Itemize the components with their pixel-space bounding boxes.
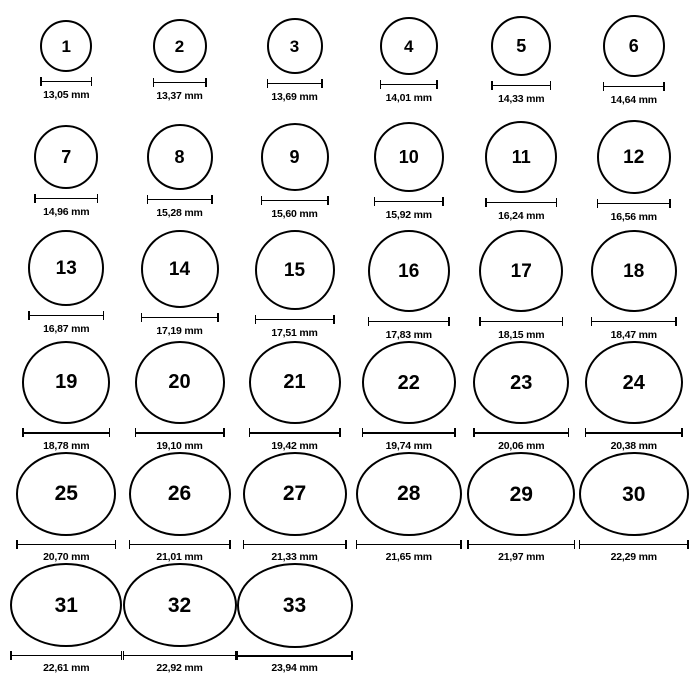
ring-circle bbox=[362, 341, 456, 424]
ring-cell[interactable] bbox=[237, 230, 353, 341]
measure-bar bbox=[356, 544, 462, 546]
ring-circle bbox=[243, 452, 347, 536]
ring-diameter-label: 13,37 mm bbox=[156, 90, 203, 102]
ring-circle bbox=[129, 452, 231, 536]
measure-rule bbox=[237, 653, 353, 659]
ring-diameter-label: 18,78 mm bbox=[43, 440, 90, 452]
measure-bar bbox=[374, 201, 444, 203]
ring-grid bbox=[10, 8, 690, 674]
measure-rule bbox=[356, 541, 462, 548]
measure-bar bbox=[380, 84, 438, 86]
measure-bar bbox=[147, 199, 213, 201]
ring-diameter-label: 14,33 mm bbox=[498, 93, 545, 105]
ring-diameter-label: 17,51 mm bbox=[271, 327, 318, 339]
ring-cell[interactable] bbox=[123, 452, 237, 563]
ring-diameter-label: 21,65 mm bbox=[385, 551, 432, 563]
ring-circle bbox=[28, 230, 104, 306]
measure-rule bbox=[255, 315, 335, 324]
ring-size-number: 24 bbox=[622, 371, 645, 394]
ring-circle bbox=[467, 452, 575, 536]
ring-size-number: 23 bbox=[510, 371, 533, 394]
measure-bar bbox=[40, 81, 92, 83]
ring-cell[interactable] bbox=[123, 341, 237, 452]
ring-circle bbox=[579, 452, 689, 536]
measure-rule bbox=[129, 541, 231, 548]
measure-rule bbox=[491, 81, 551, 90]
ring-cell[interactable] bbox=[353, 119, 466, 230]
ring-diameter-label: 21,01 mm bbox=[156, 551, 203, 563]
ring-size-number: 28 bbox=[397, 482, 421, 506]
ring-size-number: 11 bbox=[511, 147, 531, 167]
measure-bar bbox=[10, 655, 122, 657]
measure-bar bbox=[603, 86, 665, 88]
measure-bar bbox=[362, 432, 456, 434]
ring-size-number: 15 bbox=[283, 259, 306, 281]
ring-diameter-label: 16,56 mm bbox=[610, 211, 657, 223]
measure-rule bbox=[362, 429, 456, 437]
ring-cell[interactable] bbox=[578, 452, 691, 563]
ring-size-number: 25 bbox=[54, 482, 78, 506]
ring-cell[interactable] bbox=[465, 119, 578, 230]
measure-rule bbox=[485, 198, 557, 207]
ring-size-number: 18 bbox=[623, 260, 645, 282]
measure-rule bbox=[249, 429, 341, 437]
ring-size-number: 19 bbox=[55, 371, 78, 394]
ring-size-number: 6 bbox=[628, 36, 639, 56]
ring-circle bbox=[473, 341, 569, 424]
measure-bar bbox=[491, 85, 551, 87]
ring-diameter-label: 15,92 mm bbox=[385, 209, 432, 221]
ring-circle bbox=[22, 341, 110, 424]
ring-diameter-label: 16,24 mm bbox=[498, 210, 545, 222]
ring-cell[interactable] bbox=[10, 119, 123, 230]
ring-cell[interactable] bbox=[10, 563, 123, 674]
ring-cell[interactable] bbox=[123, 230, 237, 341]
measure-rule bbox=[16, 541, 116, 548]
ring-circle bbox=[597, 120, 671, 194]
ring-cell[interactable] bbox=[578, 8, 691, 119]
ring-circle bbox=[374, 122, 444, 192]
measure-bar bbox=[28, 315, 104, 317]
ring-size-number: 10 bbox=[398, 147, 419, 167]
measure-bar bbox=[129, 544, 231, 546]
ring-diameter-label: 21,33 mm bbox=[271, 551, 318, 563]
ring-circle bbox=[10, 563, 122, 647]
measure-bar bbox=[591, 321, 677, 323]
ring-circle bbox=[491, 16, 551, 76]
ring-diameter-label: 23,94 mm bbox=[271, 662, 318, 674]
ring-diameter-label: 18,15 mm bbox=[498, 329, 545, 341]
ring-size-number: 20 bbox=[168, 371, 191, 394]
ring-size-number: 9 bbox=[289, 147, 300, 167]
ring-diameter-label: 14,64 mm bbox=[610, 94, 657, 106]
ring-diameter-label: 22,92 mm bbox=[156, 662, 203, 674]
measure-bar bbox=[485, 202, 557, 204]
ring-cell[interactable] bbox=[123, 563, 237, 674]
ring-diameter-label: 22,61 mm bbox=[43, 662, 90, 674]
measure-rule bbox=[147, 195, 213, 204]
measure-bar bbox=[585, 432, 683, 434]
ring-circle bbox=[479, 230, 563, 312]
ring-circle bbox=[153, 19, 207, 73]
ring-size-number: 13 bbox=[55, 257, 77, 279]
ring-diameter-label: 13,05 mm bbox=[43, 89, 90, 101]
ring-diameter-label: 20,38 mm bbox=[610, 440, 657, 452]
ring-circle bbox=[16, 452, 116, 536]
measure-rule bbox=[10, 652, 122, 659]
ring-circle bbox=[135, 341, 225, 424]
ring-cell[interactable] bbox=[578, 341, 691, 452]
ring-size-number: 3 bbox=[289, 36, 300, 56]
ring-cell[interactable] bbox=[10, 8, 123, 119]
ring-cell[interactable] bbox=[465, 230, 578, 341]
ring-size-number: 21 bbox=[283, 371, 306, 394]
ring-cell[interactable] bbox=[10, 452, 123, 563]
ring-diameter-label: 13,69 mm bbox=[271, 91, 318, 103]
measure-bar bbox=[237, 655, 353, 657]
ring-circle bbox=[267, 18, 323, 74]
ring-cell[interactable] bbox=[353, 341, 466, 452]
ring-circle bbox=[141, 230, 219, 308]
ring-cell[interactable] bbox=[578, 230, 691, 341]
ring-cell[interactable] bbox=[237, 563, 353, 674]
measure-bar bbox=[267, 83, 323, 85]
ring-size-number: 26 bbox=[167, 482, 192, 506]
ring-circle bbox=[261, 123, 329, 191]
ring-cell[interactable] bbox=[237, 8, 353, 119]
ring-diameter-label: 15,60 mm bbox=[271, 208, 318, 220]
measure-rule bbox=[380, 80, 438, 89]
ring-size-number: 8 bbox=[174, 147, 185, 167]
measure-rule bbox=[374, 197, 444, 206]
ring-circle bbox=[123, 563, 237, 647]
ring-size-number: 5 bbox=[516, 36, 527, 56]
measure-bar bbox=[467, 544, 575, 546]
measure-bar bbox=[123, 655, 237, 657]
ring-size-number: 4 bbox=[404, 36, 414, 56]
measure-rule bbox=[467, 541, 575, 548]
measure-bar bbox=[243, 544, 347, 546]
ring-circle bbox=[368, 230, 450, 312]
ring-cell[interactable] bbox=[10, 230, 123, 341]
ring-diameter-label: 19,10 mm bbox=[156, 440, 203, 452]
ring-circle bbox=[603, 15, 665, 77]
ring-cell[interactable] bbox=[237, 452, 353, 563]
ring-size-number: 7 bbox=[61, 147, 72, 167]
measure-bar bbox=[141, 317, 219, 319]
measure-rule bbox=[123, 652, 237, 659]
ring-diameter-label: 16,87 mm bbox=[43, 323, 90, 335]
ring-cell[interactable] bbox=[465, 8, 578, 119]
measure-bar bbox=[597, 203, 671, 205]
measure-bar bbox=[368, 321, 450, 323]
measure-rule bbox=[473, 429, 569, 437]
measure-bar bbox=[34, 198, 98, 200]
ring-circle bbox=[485, 121, 557, 193]
ring-cell[interactable] bbox=[465, 452, 578, 563]
measure-rule bbox=[141, 313, 219, 322]
ring-cell[interactable] bbox=[237, 341, 353, 452]
ring-circle bbox=[249, 341, 341, 424]
ring-size-number: 31 bbox=[54, 593, 78, 617]
measure-rule bbox=[243, 541, 347, 548]
ring-size-number: 33 bbox=[282, 593, 307, 617]
ring-circle bbox=[356, 452, 462, 536]
ring-circle bbox=[147, 124, 213, 190]
ring-cell[interactable] bbox=[123, 8, 237, 119]
ring-size-number: 1 bbox=[61, 36, 71, 56]
measure-bar bbox=[261, 200, 329, 202]
measure-rule bbox=[597, 199, 671, 208]
measure-rule bbox=[591, 317, 677, 326]
ring-diameter-label: 18,47 mm bbox=[610, 329, 657, 341]
ring-diameter-label: 20,06 mm bbox=[498, 440, 545, 452]
ring-circle bbox=[237, 563, 353, 648]
ring-diameter-label: 17,83 mm bbox=[385, 329, 432, 341]
measure-rule bbox=[585, 429, 683, 437]
measure-rule bbox=[153, 78, 207, 87]
measure-bar bbox=[153, 82, 207, 84]
ring-size-number: 32 bbox=[167, 593, 192, 617]
ring-diameter-label: 19,74 mm bbox=[385, 440, 432, 452]
ring-circle bbox=[591, 230, 677, 312]
ring-size-number: 14 bbox=[168, 258, 191, 280]
ring-circle bbox=[585, 341, 683, 424]
ring-diameter-label: 14,01 mm bbox=[385, 92, 432, 104]
measure-bar bbox=[479, 321, 563, 323]
ring-cell[interactable] bbox=[123, 119, 237, 230]
ring-circle bbox=[34, 125, 98, 189]
measure-rule bbox=[267, 79, 323, 88]
measure-rule bbox=[261, 196, 329, 205]
ring-diameter-label: 21,97 mm bbox=[498, 551, 545, 563]
measure-rule bbox=[603, 82, 665, 91]
ring-size-number: 30 bbox=[622, 482, 646, 506]
ring-diameter-label: 22,29 mm bbox=[610, 551, 657, 563]
ring-diameter-label: 14,96 mm bbox=[43, 206, 90, 218]
ring-size-number: 17 bbox=[510, 260, 532, 282]
ring-cell[interactable] bbox=[353, 452, 466, 563]
ring-cell[interactable] bbox=[237, 119, 353, 230]
measure-rule bbox=[34, 194, 98, 203]
measure-bar bbox=[135, 432, 225, 434]
measure-rule bbox=[28, 311, 104, 320]
measure-bar bbox=[22, 432, 110, 434]
ring-size-number: 29 bbox=[509, 482, 533, 506]
ring-circle bbox=[255, 230, 335, 310]
measure-rule bbox=[579, 541, 689, 548]
measure-bar bbox=[249, 432, 341, 434]
ring-diameter-label: 20,70 mm bbox=[43, 551, 90, 563]
ring-cell[interactable] bbox=[353, 230, 466, 341]
ring-diameter-label: 15,28 mm bbox=[156, 207, 203, 219]
measure-bar bbox=[16, 544, 116, 546]
ring-size-number: 16 bbox=[398, 260, 420, 282]
ring-cell[interactable] bbox=[578, 119, 691, 230]
measure-bar bbox=[255, 319, 335, 321]
measure-bar bbox=[473, 432, 569, 434]
ring-diameter-label: 19,42 mm bbox=[271, 440, 318, 452]
measure-rule bbox=[479, 317, 563, 326]
ring-diameter-label: 17,19 mm bbox=[156, 325, 203, 337]
ring-circle bbox=[40, 20, 92, 72]
ring-size-number: 22 bbox=[397, 371, 420, 394]
ring-circle bbox=[380, 17, 438, 75]
ring-size-number: 12 bbox=[623, 146, 645, 168]
measure-rule bbox=[40, 77, 92, 86]
ring-cell[interactable] bbox=[465, 341, 578, 452]
measure-rule bbox=[22, 429, 110, 437]
ring-size-number: 2 bbox=[174, 36, 185, 56]
ring-size-number: 27 bbox=[282, 482, 307, 506]
ring-cell[interactable] bbox=[353, 8, 466, 119]
measure-rule bbox=[368, 317, 450, 326]
ring-cell[interactable] bbox=[10, 341, 123, 452]
measure-rule bbox=[135, 429, 225, 437]
measure-bar bbox=[579, 544, 689, 546]
